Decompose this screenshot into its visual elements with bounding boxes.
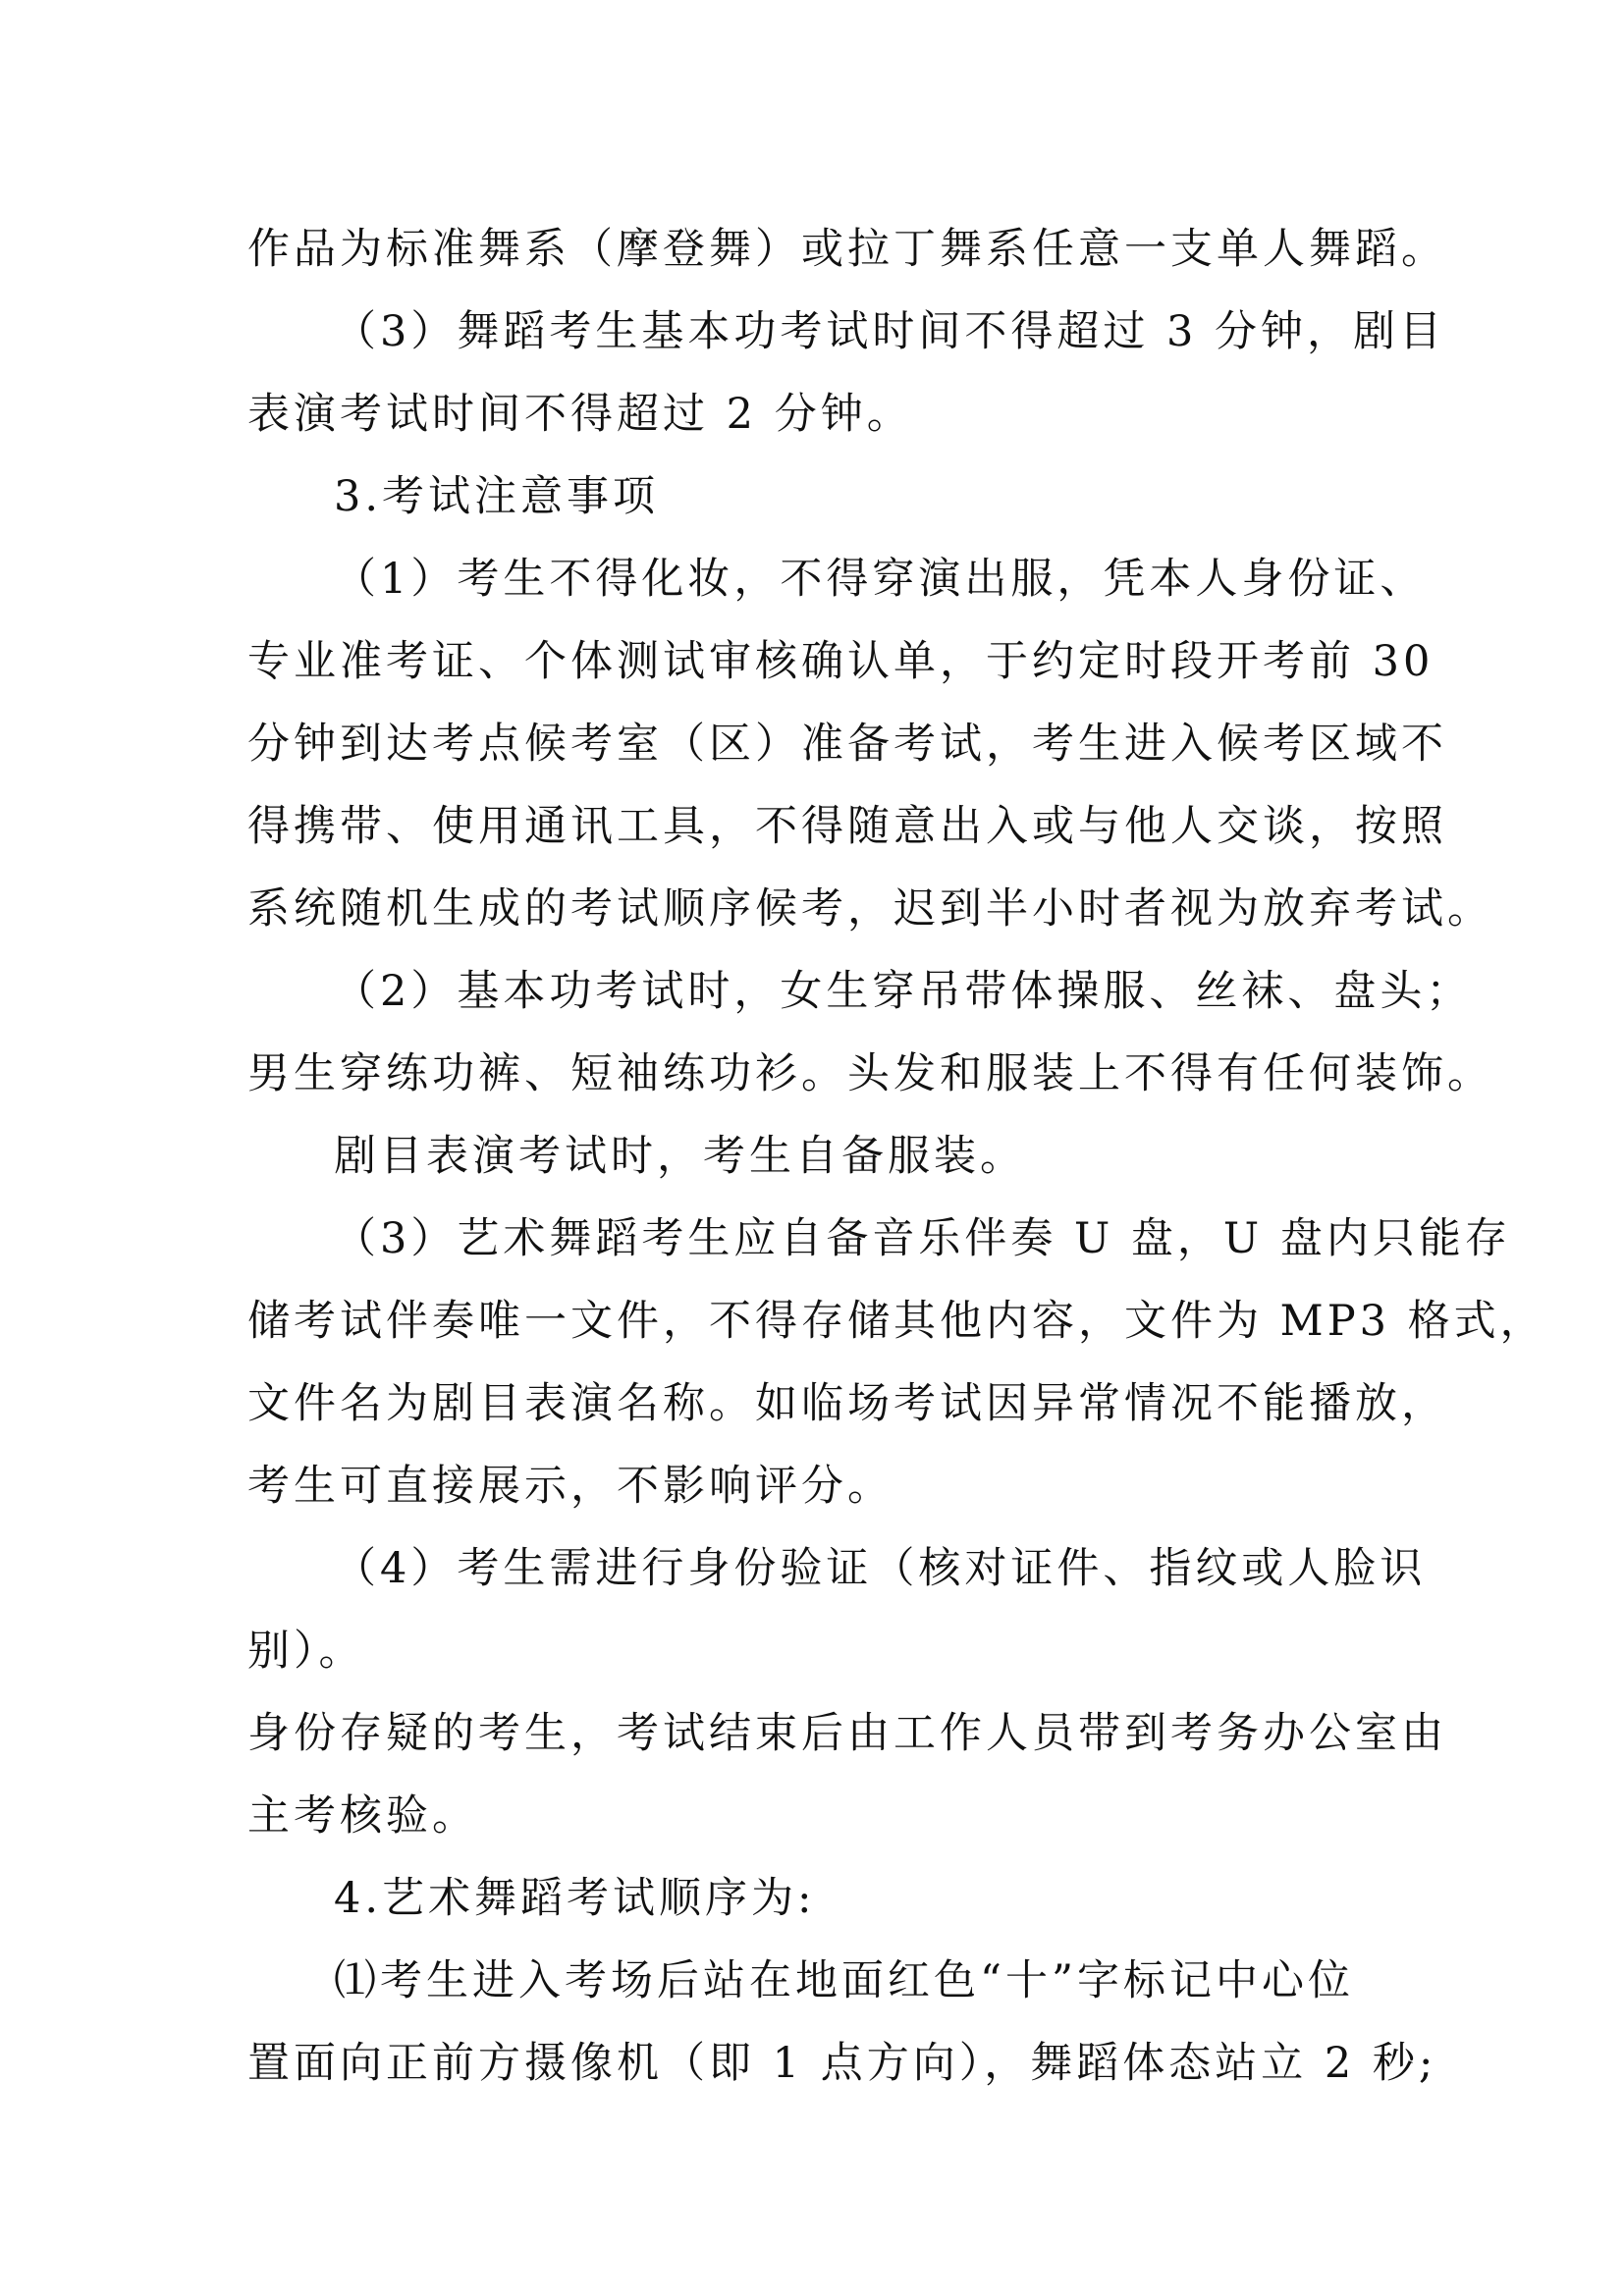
text-line: （2）基本功考试时，女生穿吊带体操服、丝袜、盘头； bbox=[334, 967, 1473, 1016]
section-heading: 3.考试注意事项 bbox=[334, 472, 660, 521]
text-line: 身份存疑的考生，考试结束后由工作人员带到考务办公室由 bbox=[247, 1709, 1447, 1758]
text-line: 系统随机生成的考试顺序候考，迟到半小时者视为放弃考试。 bbox=[247, 884, 1493, 934]
text-line: 剧目表演考试时，考生自备服装。 bbox=[334, 1132, 1026, 1181]
text-line: （1）考生不得化妆，不得穿演出服，凭本人身份证、 bbox=[334, 555, 1427, 604]
text-line: 表演考试时间不得超过 2 分钟。 bbox=[247, 390, 913, 439]
text-line: 储考试伴奏唯一文件，不得存储其他内容，文件为 MP3 格式， bbox=[247, 1297, 1546, 1346]
text-line: 置面向正前方摄像机（即 1 点方向），舞蹈体态站立 2 秒; bbox=[247, 2039, 1437, 2088]
text-line: 文件名为剧目表演名称。如临场考试因异常情况不能播放， bbox=[247, 1379, 1447, 1428]
text-line: 考生可直接展示，不影响评分。 bbox=[247, 1462, 893, 1511]
text-line: （3）艺术舞蹈考生应自备音乐伴奏 U 盘，U 盘内只能存 bbox=[334, 1214, 1511, 1263]
text-line: ⑴考生进入考场后站在地面红色“十”字标记中心位 bbox=[334, 1956, 1354, 2005]
text-line: 主考核验。 bbox=[247, 1791, 478, 1841]
text-line: 男生穿练功裤、短袖练功衫。头发和服装上不得有任何装饰。 bbox=[247, 1049, 1493, 1098]
text-line: 专业准考证、个体测试审核确认单，于约定时段开考前 30 bbox=[247, 637, 1435, 686]
text-line: （4）考生需进行身份验证（核对证件、指纹或人脸识 bbox=[334, 1544, 1427, 1593]
section-heading: 4.艺术舞蹈考试顺序为: bbox=[334, 1874, 816, 1923]
text-line: 分钟到达考点候考室（区）准备考试，考生进入候考区域不 bbox=[247, 720, 1447, 769]
text-line: 别）。 bbox=[247, 1627, 365, 1676]
text-line: （3）舞蹈考生基本功考试时间不得超过 3 分钟，剧目 bbox=[334, 307, 1446, 356]
text-line: 得携带、使用通讯工具，不得随意出入或与他人交谈，按照 bbox=[247, 802, 1447, 851]
text-line: 作品为标准舞系（摩登舞）或拉丁舞系任意一支单人舞蹈。 bbox=[247, 225, 1447, 274]
